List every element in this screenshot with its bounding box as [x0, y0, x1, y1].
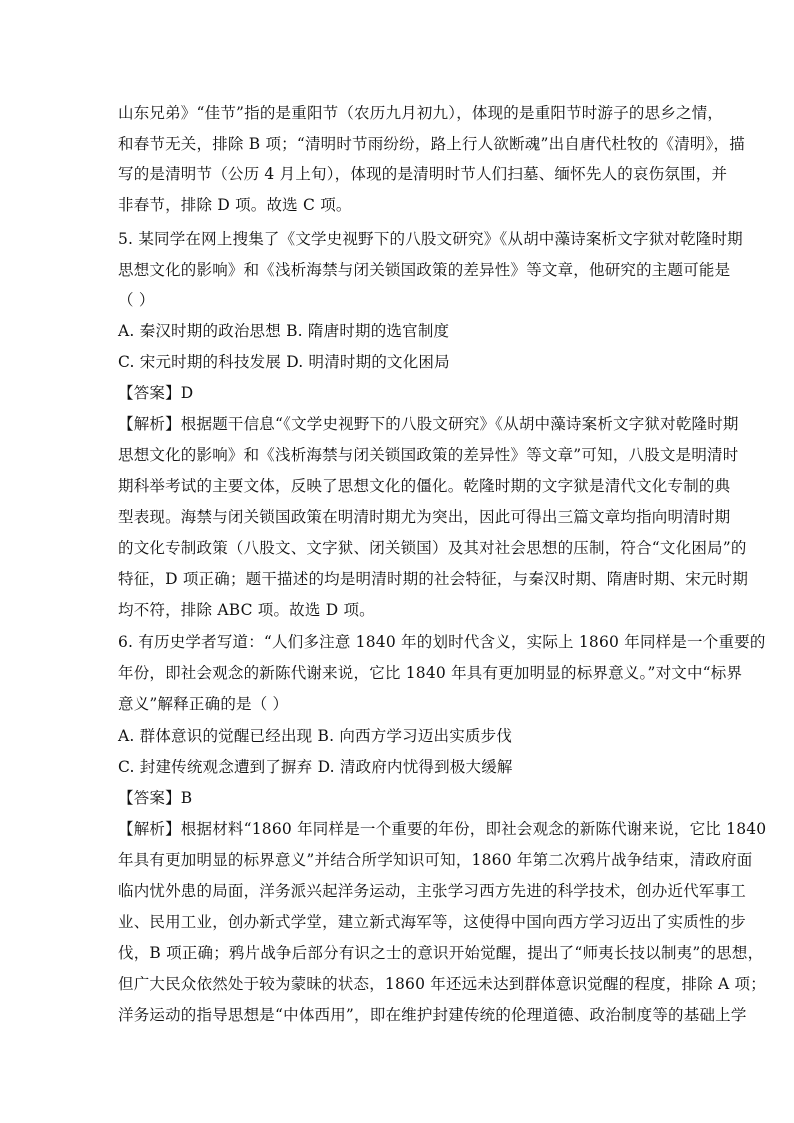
- options-cd: C. 封建传统观念遭到了摒弃 D. 清政府内忧得到极大缓解: [118, 758, 513, 776]
- text-line: 山东兄弟》“佳节”指的是重阳节（农历九月初九），体现的是重阳节时游子的思乡之情，: [118, 104, 724, 122]
- text-line: 思想文化的影响》和《浅析海禁与闭关锁国政策的差异性》等文章，他研究的主题可能是: [118, 261, 731, 279]
- text-line: 均不符，排除 ABC 项。故选 D 项。: [118, 601, 375, 619]
- text-line: 和春节无关，排除 B 项；“清明时节雨纷纷，路上行人欲断魂”出自唐代杜牧的《清明》，描: [118, 135, 745, 153]
- text-line: 业、民用工业，创办新式学堂，建立新式海军等，这使得中国向西方学习迈出了实质性的步: [118, 913, 747, 931]
- text-line: 特征，D 项正确；题干描述的均是明清时期的社会特征，与秦汉时期、隋唐时期、宋元时期: [118, 570, 749, 588]
- text-line: 年具有更加明显的标界意义”并结合所学知识可知，1860 年第二次鸦片战争结束，清政府面: [118, 851, 753, 869]
- text-line: 临内忧外患的局面，洋务派兴起洋务运动，主张学习西方先进的科学技术，创办近代军事工: [118, 882, 747, 900]
- answer-label: 【答案】B: [118, 789, 193, 807]
- text-line: 的文化专制政策（八股文、文字狱、闭关锁国）及其对社会思想的压制，符合“文化困局”的: [118, 539, 747, 557]
- text-line: 型表现。海禁与闭关锁国政策在明清时期尤为突出，因此可得出三篇文章均指向明清时期: [118, 508, 731, 526]
- text-line: 意义”解释正确的是（ ）: [118, 695, 289, 713]
- text-line: 思想文化的影响》和《浅析海禁与闭关锁国政策的差异性》等文章”可知，八股文是明清时: [118, 446, 739, 464]
- answer-blank: （ ）: [118, 291, 155, 309]
- text-line: 非春节，排除 D 项。故选 C 项。: [118, 196, 352, 214]
- options-cd: C. 宋元时期的科技发展 D. 明清时期的文化困局: [118, 353, 450, 371]
- text-line: 伐，B 项正确；鸦片战争后部分有识之士的意识开始觉醒，提出了“师夷长技以制夷”的思想，: [118, 944, 764, 962]
- text-line: 洋务运动的指导思想是“中体西用”，即在维护封建传统的伦理道德、政治制度等的基础上学: [118, 1006, 747, 1024]
- text-line: 年份，即社会观念的新陈代谢来说，它比 1840 年具有更加明显的标界意义。”对文中“标界: [118, 664, 743, 682]
- options-ab: A. 群体意识的觉醒已经出现 B. 向西方学习迈出实质步伐: [118, 727, 513, 745]
- answer-label: 【答案】D: [118, 384, 194, 402]
- analysis-label: 【解析】根据题干信息“《文学史视野下的八股文研究》《从胡中藻诗案析文字狱对乾隆时期: [118, 415, 739, 433]
- text-line: 但广大民众依然处于较为蒙昧的状态，1860 年还远未达到群体意识觉醒的程度，排除 A 项；: [118, 975, 766, 993]
- text-line: 写的是清明节（公历 4 月上旬），体现的是清明时节人们扫墓、缅怀先人的哀伤氛围，并: [118, 165, 728, 183]
- analysis-label: 【解析】根据材料“1860 年同样是一个重要的年份，即社会观念的新陈代谢来说，它比 1840: [118, 820, 767, 838]
- question-5-stem: 5. 某同学在网上搜集了《文学史视野下的八股文研究》《从胡中藻诗案析文字狱对乾隆时期: [118, 230, 743, 248]
- question-6-stem: 6. 有历史学者写道：“人们多注意 1840 年的划时代含义，实际上 1860 年同样是一个重要的: [118, 633, 766, 651]
- options-ab: A. 秦汉时期的政治思想 B. 隋唐时期的选官制度: [118, 322, 450, 340]
- text-line: 期科举考试的主要文体，反映了思想文化的僵化。乾隆时期的文字狱是清代文化专制的典: [118, 477, 731, 495]
